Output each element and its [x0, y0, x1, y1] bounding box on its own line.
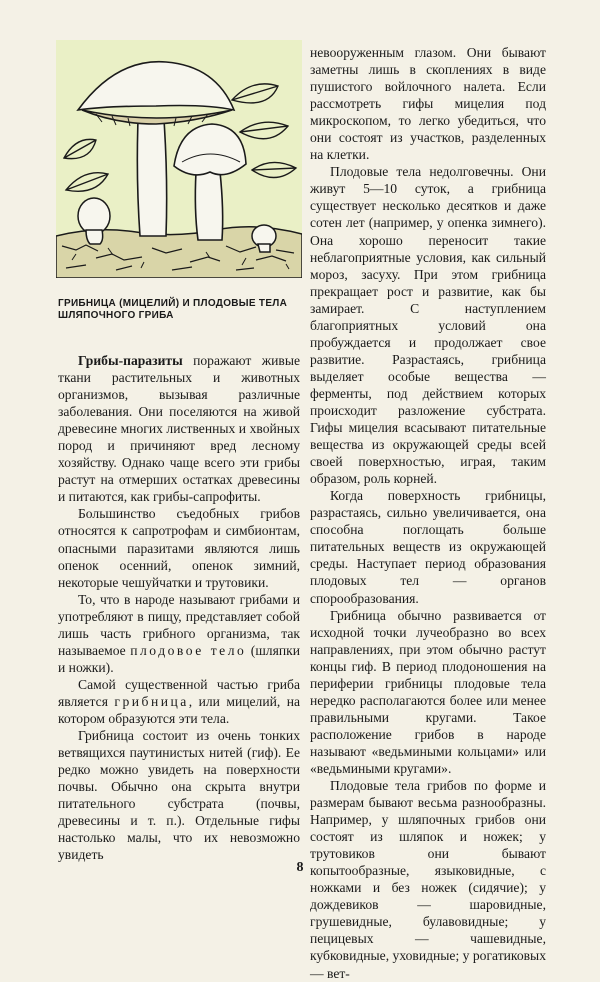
paragraph: Грибница состоит из очень тонких ветвящихся паутинистых нитей (гиф). Ее редко можно увидеть на поверхности почвы. Обычно она скрыта внутри питательного субстрата (почвы, древесины и т. п.). Отдельные гифы настолько малы, что их невозможно увидеть	[58, 728, 300, 863]
spaced-term: плодовое тело	[130, 642, 247, 658]
paragraph: Большинство съедобных грибов относятся к сапротрофам и симбионтам, опасными паразитами являются лишь опенок осенний, опенок зимний, некоторые чешуйчатки и трутовики.	[58, 506, 300, 590]
paragraph: Плодовые тела грибов по форме и размерам бывают весьма разнообразны. Например, у шляпочных грибов они состоят из шляпок и ножек; у трутовиков они бывают копытообразные, языковидные, с ножками и без ножек (сидячие); у дождевиков — шаровидные, грушевидные, булавовидные; у пецицевых — чашевидные, кубковидные, уховидные; у рогатиковых — вет-	[310, 778, 546, 981]
figure-caption: ГРИБНИЦА (МИЦЕЛИЙ) И ПЛОДОВЫЕ ТЕЛА ШЛЯПОЧНОГО ГРИБА	[58, 298, 288, 321]
right-column	[310, 44, 546, 982]
page-number: 8	[296, 860, 304, 875]
paragraph-continued: невооруженным глазом. Они бывают заметны лишь в скоплениях в виде пушистого войлочного налета. Если рассмотреть гифы мицелия под микроскопом, то легко убедиться, что они состоят из участков, разделенных на клетки.	[310, 45, 546, 163]
paragraph: Когда поверхность грибницы, разрастаясь, сильно увеличивается, она способна поглощать больше питательных веществ из окружающей среды. Наступает период образования плодовых тел — органов спорообразования.	[310, 488, 546, 606]
mushroom-illustration	[56, 40, 302, 278]
term-parasites: Грибы-паразиты	[78, 353, 183, 368]
paragraph: Самой существенной частью гриба является грибница, или мицелий, на котором образуются эти тела.	[58, 676, 300, 726]
paragraph: То, что в народе называют грибами и употребляют в пищу, представляет собой лишь часть грибного организма, так называемое плодовое тело (шляпки и ножки).	[58, 591, 300, 675]
paragraph: Плодовые тела недолговечны. Они живут 5—10 суток, а грибница существует несколько десятков и даже сотен лет (например, у опенка зимнего). Она хорошо переносит такие неблагоприятные условия, как сильный мороз, засуху. При этом грибница прекращает рост и развитие, как бы замирает. С наступлением благоприятных условий она пробуждается и продолжает свое развитие. Разрастаясь, грибница выделяет особые вещества — ферменты, под действием которых происходит разложение субстрата. Гифы мицелия всасывают питательные вещества из окружающей среды всей своей поверхностью, играя, таким образом, роль корней.	[310, 164, 546, 487]
left-column	[58, 352, 300, 863]
paragraph: Грибница обычно развивается от исходной точки лучеобразно во всех направлениях, при этом обычно растут концы гиф. В период плодоношения на периферии грибницы плодовые тела нередко располагаются более или менее правильными кругами. Такое расположение грибов в народе называют «ведьмиными кольцами» или «ведьмиными кругами».	[310, 607, 546, 776]
spaced-term: грибница	[114, 693, 189, 709]
paragraph: Грибы-паразиты поражают живые ткани растительных и животных организмов, вызывая различные заболевания. Они поселяются на живой древесине многих лиственных и хвойных пород и причиняют вред лесному хозяйству. Однако чаще всего эти грибы растут на отмерших остатках древесины и питаются, как грибы-сапрофиты.	[58, 353, 300, 505]
